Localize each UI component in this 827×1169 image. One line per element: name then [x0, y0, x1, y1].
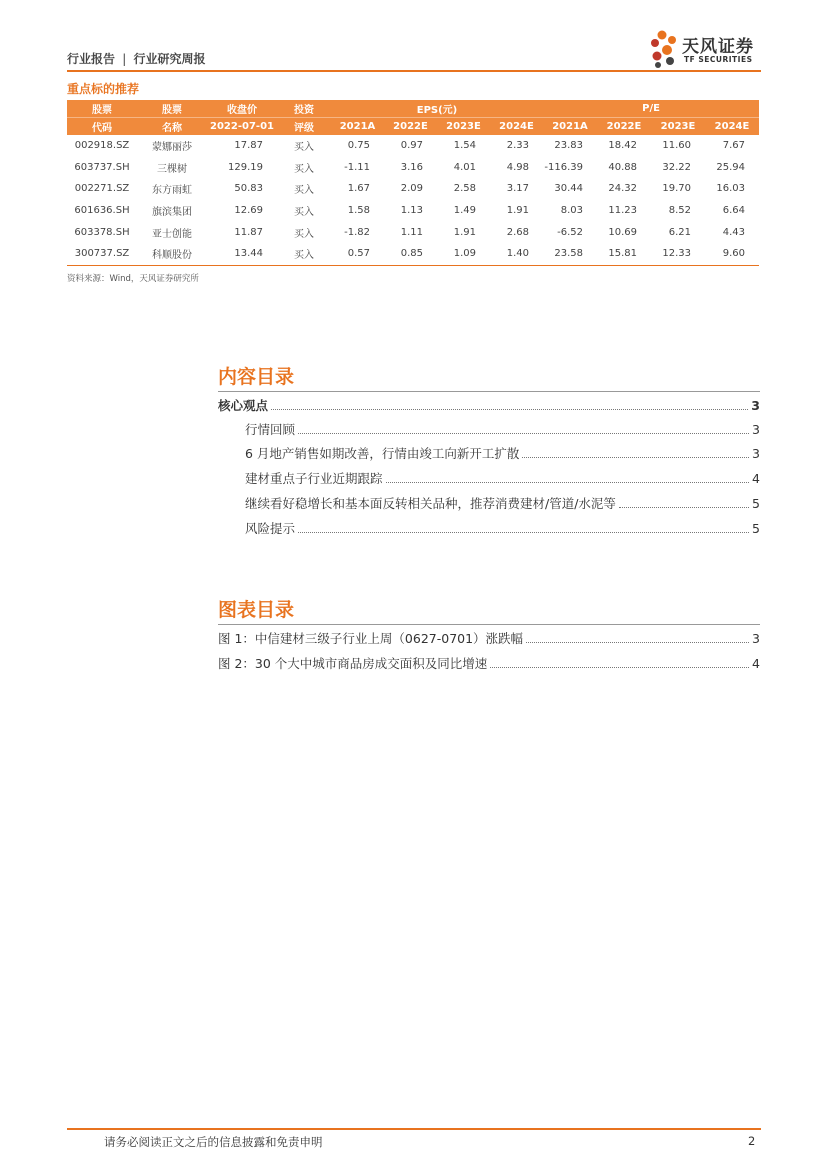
- rating: 买入: [277, 243, 331, 265]
- eps-value: 2.33: [506, 140, 530, 152]
- rating: 买入: [294, 207, 314, 219]
- header-eps: EPS(元): [331, 100, 543, 118]
- subheader-eps-year: 2023E: [437, 118, 490, 136]
- eps-value: 4.98: [506, 161, 530, 173]
- pe-value: 6.64: [722, 205, 746, 217]
- toc-title: 内容目录: [218, 366, 295, 388]
- pe-value: 11.60: [662, 140, 692, 152]
- eps-value: 1.54: [453, 140, 476, 152]
- subheader-rating: 评级: [277, 118, 331, 136]
- pe-value: 18.42: [608, 140, 638, 152]
- recommended-stocks-table: [67, 100, 759, 266]
- page-number: 2: [748, 1134, 756, 1148]
- close-price: 12.69: [234, 205, 263, 217]
- pe-value: 23.58: [543, 243, 597, 265]
- close-price: 11.87: [234, 226, 263, 238]
- toc-entry-market-review[interactable]: [245, 420, 760, 438]
- figures-entry-1[interactable]: [218, 629, 760, 647]
- header-price: 收盘价: [207, 100, 277, 118]
- figure-entry-label: 图 1：中信建材三级子行业上周（0627-0701）涨跌幅: [218, 631, 524, 646]
- toc-entry-core-views[interactable]: [218, 396, 760, 414]
- rating: 买入: [294, 163, 314, 175]
- rating: 买入: [294, 142, 314, 154]
- toc-entry-label: 核心观点: [218, 398, 269, 413]
- subheader-pe-year: 2022E: [597, 118, 651, 136]
- header-pe: P/E: [543, 100, 759, 118]
- table-row: [67, 243, 759, 265]
- toc-leader-dots: [298, 433, 749, 434]
- report-subtype: 行业研究周报: [133, 52, 206, 66]
- eps-value: 1.13: [400, 205, 423, 217]
- eps-value: 1.49: [453, 205, 476, 217]
- pe-value: 30.44: [554, 183, 584, 195]
- eps-value: 1.09: [437, 243, 490, 265]
- pe-value: 15.81: [597, 243, 651, 265]
- subheader-code: 代码: [67, 118, 137, 136]
- close-price: 13.44: [207, 243, 277, 265]
- eps-value: 2.58: [453, 183, 476, 195]
- pe-value: 32.22: [662, 161, 692, 173]
- pe-value: 7.67: [722, 140, 746, 152]
- toc-leader-dots: [490, 667, 749, 668]
- figure-entry-page: 4: [752, 656, 760, 671]
- table-header-row-1: [67, 100, 759, 118]
- table-row: [67, 200, 759, 222]
- footer-divider: [67, 1128, 761, 1130]
- figure-entry-page: 3: [752, 631, 760, 646]
- table-row: [67, 135, 759, 157]
- pe-value: 16.03: [716, 183, 746, 195]
- table-source: 资料来源：Wind，天风证券研究所: [67, 274, 199, 284]
- logo-english-name: TF SECURITIES: [684, 55, 753, 64]
- header-rating: 投资: [277, 100, 331, 118]
- eps-value: 1.40: [490, 243, 543, 265]
- stock-code: 300737.SZ: [67, 243, 137, 265]
- eps-value: 0.57: [331, 243, 384, 265]
- eps-value: 1.67: [347, 183, 370, 195]
- figures-entry-2[interactable]: [218, 654, 760, 672]
- subheader-pe-year: 2024E: [705, 118, 759, 136]
- subheader-pe-year: 2023E: [651, 118, 705, 136]
- pe-value: 6.21: [668, 226, 692, 238]
- stock-name: 蒙娜丽莎: [152, 142, 192, 154]
- close-price: 50.83: [234, 183, 263, 195]
- subheader-price-date: 2022-07-01: [207, 118, 277, 136]
- subheader-eps-year: 2021A: [331, 118, 384, 136]
- stock-name: 科顺股份: [137, 243, 207, 265]
- eps-value: 1.58: [347, 205, 370, 217]
- toc-entry-page: 3: [752, 446, 760, 461]
- pe-value: -6.52: [557, 226, 584, 238]
- eps-value: 0.85: [384, 243, 437, 265]
- table-row: [67, 221, 759, 243]
- report-type: 行业报告: [67, 52, 116, 66]
- figures-toc-divider: [218, 624, 760, 625]
- toc-entry-recommendations[interactable]: [245, 494, 760, 512]
- figures-toc-title: 图表目录: [218, 599, 295, 621]
- close-price: 129.19: [228, 161, 263, 173]
- subheader-eps-year: 2022E: [384, 118, 437, 136]
- table-header-row-2: [67, 118, 759, 136]
- pe-value: 40.88: [608, 161, 638, 173]
- pe-value: 11.23: [608, 205, 638, 217]
- flower-logo-icon: [648, 26, 682, 70]
- stock-name: 三棵树: [157, 163, 187, 175]
- toc-entry-label: 行情回顾: [245, 422, 296, 437]
- eps-value: 1.91: [506, 205, 530, 217]
- toc-entry-page: 5: [752, 496, 760, 511]
- pe-value: 19.70: [662, 183, 692, 195]
- pe-value: -116.39: [544, 161, 584, 173]
- header-name: 股票: [137, 100, 207, 118]
- rating: 买入: [294, 228, 314, 240]
- eps-value: -1.82: [344, 226, 370, 238]
- toc-leader-dots: [298, 532, 749, 533]
- eps-value: 3.16: [400, 161, 423, 173]
- toc-entry-label: 风险提示: [245, 521, 296, 536]
- pe-value: 23.83: [554, 140, 584, 152]
- stock-name: 旗滨集团: [152, 207, 192, 219]
- toc-entry-risk-warning[interactable]: [245, 519, 760, 537]
- toc-entry-subsector-tracking[interactable]: [245, 469, 760, 487]
- pe-value: 10.69: [608, 226, 638, 238]
- header-separator: |: [122, 52, 127, 66]
- stock-code: 603378.SH: [74, 226, 130, 238]
- toc-entry-page: 5: [752, 521, 760, 536]
- table-row: [67, 178, 759, 200]
- figure-entry-label: 图 2：30 个大中城市商品房成交面积及同比增速: [218, 656, 488, 671]
- eps-value: 3.17: [506, 183, 530, 195]
- toc-entry-june-sales[interactable]: [245, 444, 760, 462]
- toc-leader-dots: [386, 482, 750, 483]
- toc-divider: [218, 391, 760, 392]
- subheader-eps-year: 2024E: [490, 118, 543, 136]
- eps-value: 2.09: [400, 183, 423, 195]
- pe-value: 8.03: [560, 205, 584, 217]
- pe-value: 25.94: [716, 161, 746, 173]
- subheader-pe-year: 2021A: [543, 118, 597, 136]
- header-divider: [67, 70, 761, 72]
- toc-leader-dots: [271, 409, 748, 410]
- eps-value: 0.97: [400, 140, 423, 152]
- toc-leader-dots: [619, 507, 749, 508]
- header-breadcrumb: [67, 50, 205, 67]
- eps-value: 1.11: [400, 226, 423, 238]
- stock-code: 601636.SH: [74, 205, 130, 217]
- toc-leader-dots: [522, 457, 749, 458]
- stock-code: 002271.SZ: [74, 183, 130, 195]
- table-title: 重点标的推荐: [67, 82, 140, 96]
- eps-value: 1.91: [453, 226, 476, 238]
- table-row: [67, 157, 759, 179]
- company-logo: [648, 26, 768, 72]
- toc-entry-label: 建材重点子行业近期跟踪: [245, 471, 383, 486]
- eps-value: -1.11: [344, 161, 370, 173]
- eps-value: 2.68: [506, 226, 530, 238]
- eps-value: 0.75: [347, 140, 370, 152]
- pe-value: 12.33: [651, 243, 705, 265]
- toc-entry-label: 继续看好稳增长和基本面反转相关品种，推荐消费建材/管道/水泥等: [245, 496, 616, 511]
- logo-chinese-name: 天风证券: [682, 37, 754, 57]
- footer-disclaimer: 请务必阅读正文之后的信息披露和免责申明: [104, 1135, 323, 1149]
- toc-leader-dots: [526, 642, 749, 643]
- stock-name: 东方雨虹: [152, 185, 192, 197]
- toc-entry-page: 4: [752, 471, 760, 486]
- pe-value: 24.32: [608, 183, 638, 195]
- toc-entry-label: 6 月地产销售如期改善，行情由竣工向新开工扩散: [245, 446, 520, 461]
- rating: 买入: [294, 185, 314, 197]
- pe-value: 9.60: [705, 243, 759, 265]
- pe-value: 4.43: [722, 226, 746, 238]
- pe-value: 8.52: [668, 205, 692, 217]
- eps-value: 4.01: [453, 161, 476, 173]
- header-code: 股票: [67, 100, 137, 118]
- toc-entry-page: 3: [752, 422, 760, 437]
- stock-name: 亚士创能: [152, 228, 192, 240]
- close-price: 17.87: [234, 140, 263, 152]
- toc-entry-page: 3: [751, 398, 760, 413]
- stock-code: 002918.SZ: [74, 140, 130, 152]
- stock-code: 603737.SH: [74, 161, 130, 173]
- subheader-name: 名称: [137, 118, 207, 136]
